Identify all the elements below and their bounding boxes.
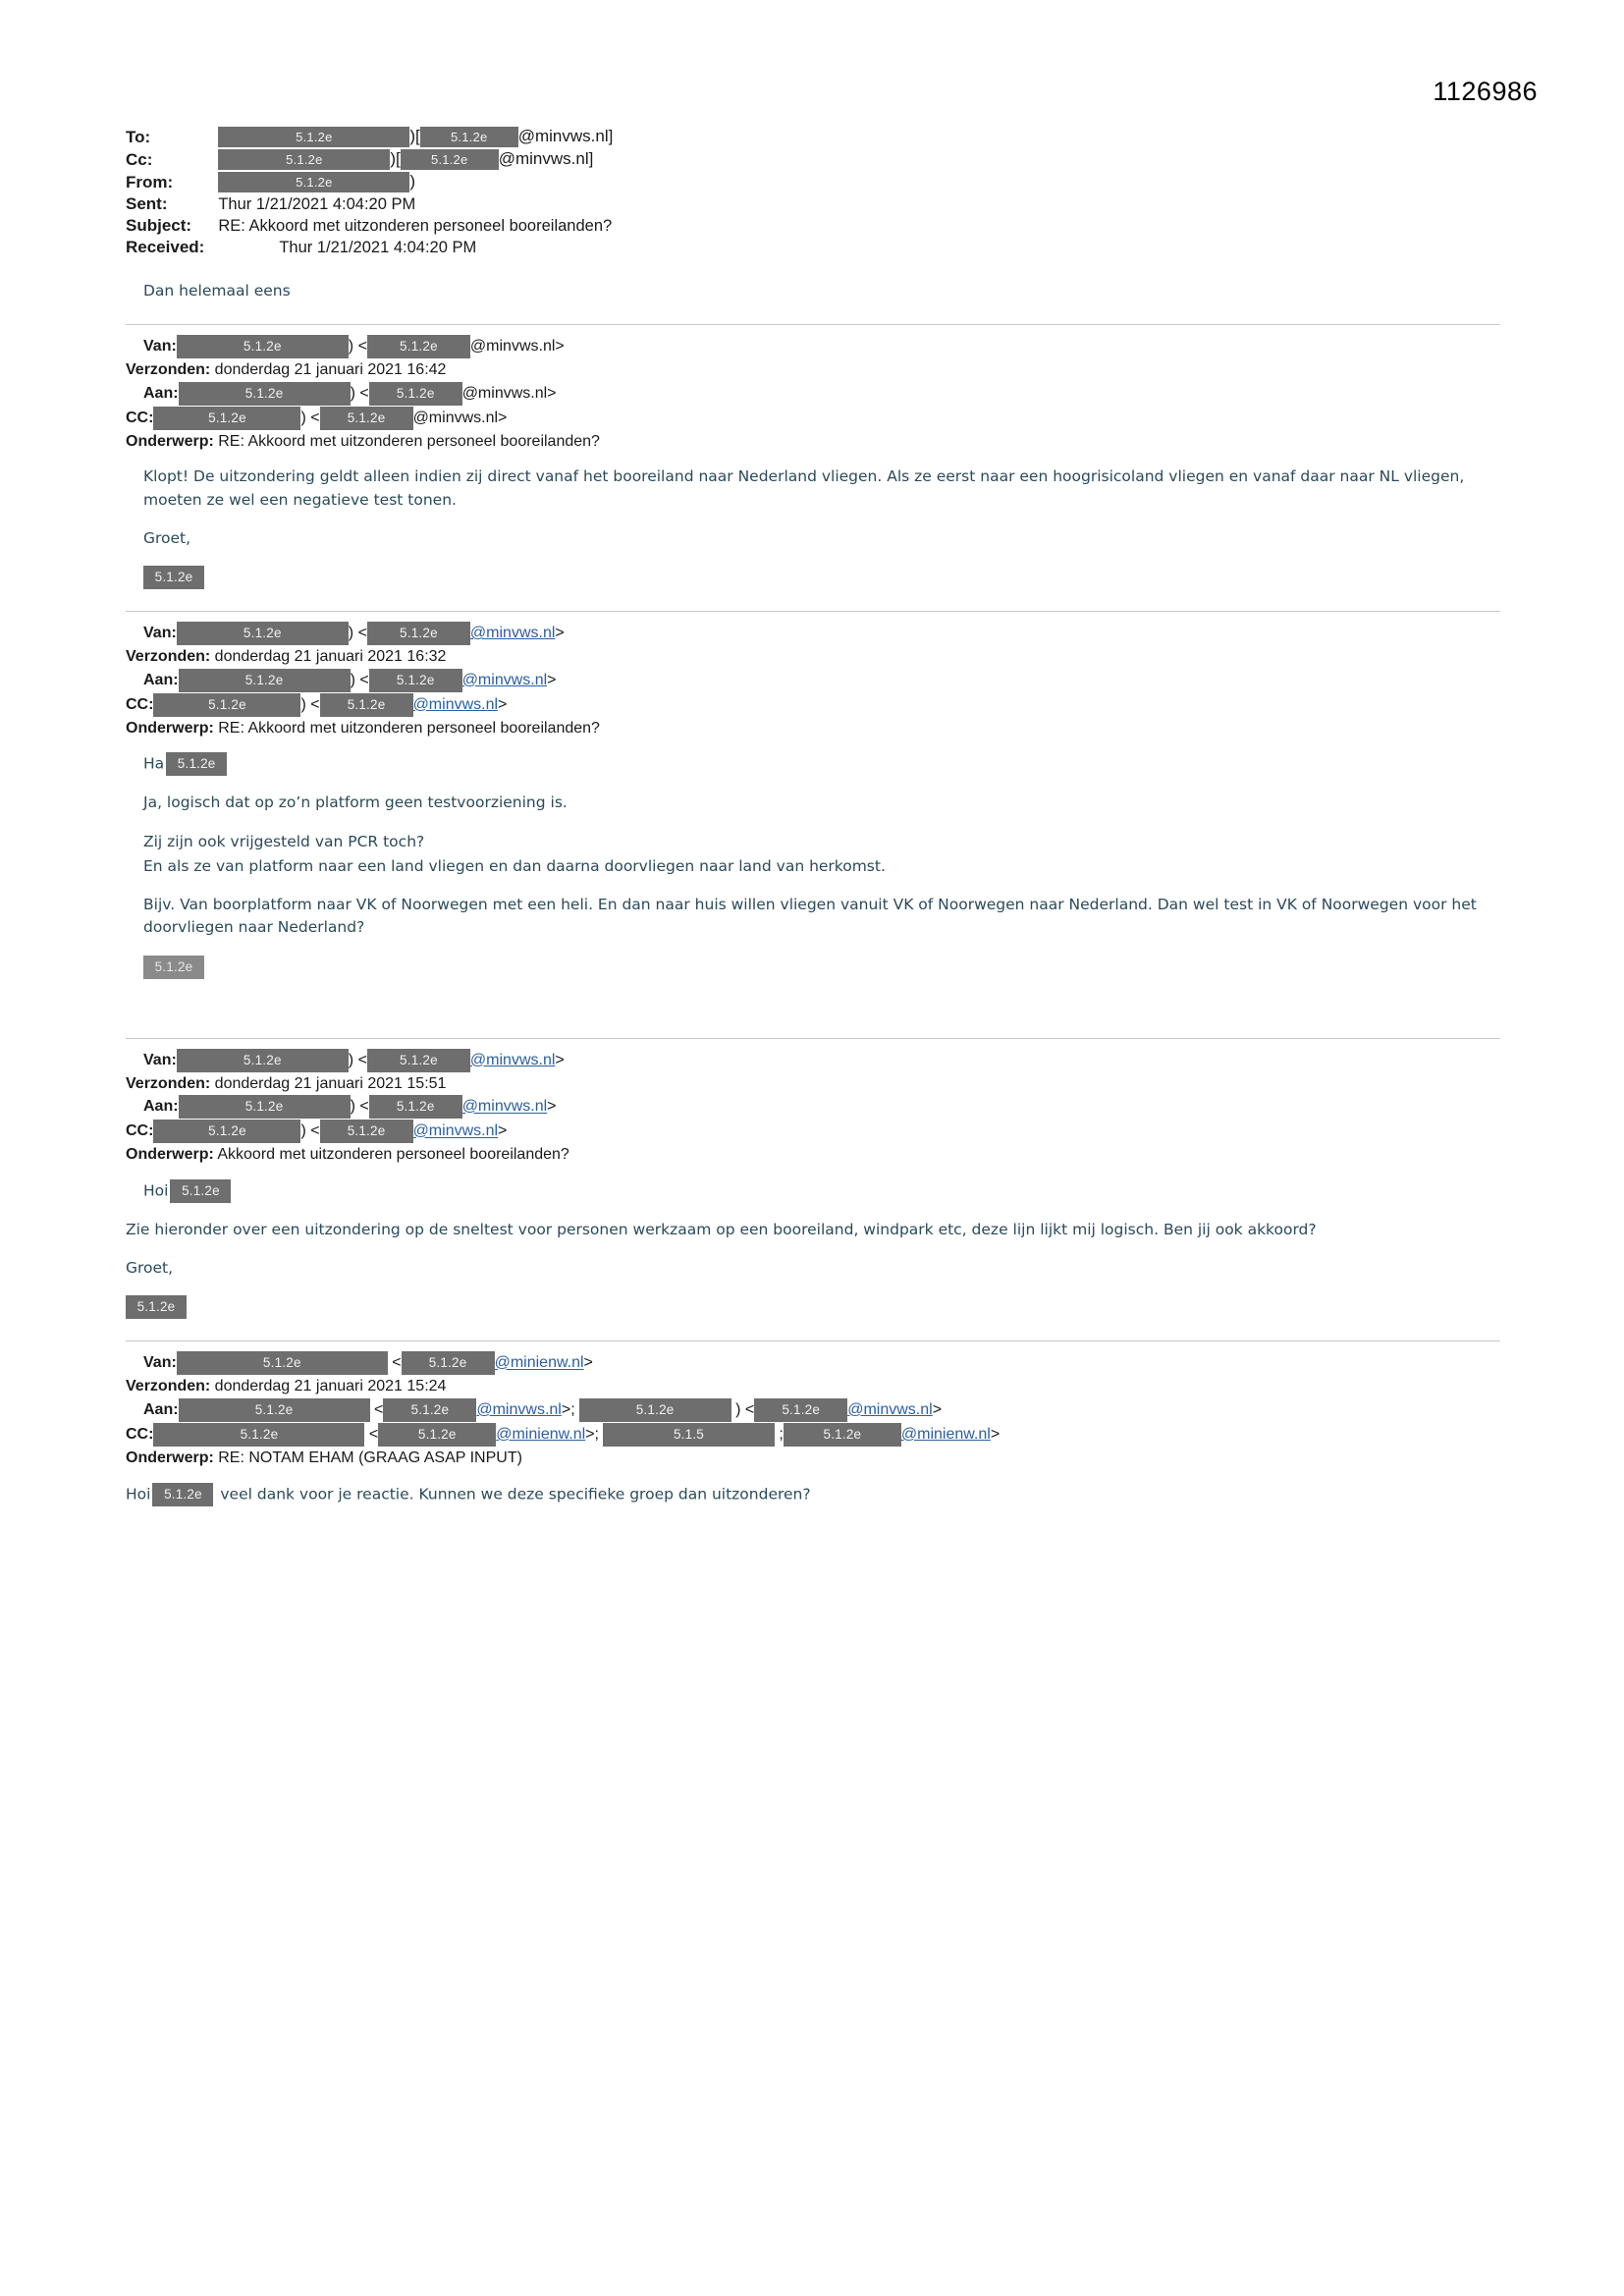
quoted-cc-sep: >; <box>585 1426 599 1444</box>
quoted-cc-domain[interactable]: @minvws.nl <box>412 696 499 714</box>
message-paragraph: Bijv. Van boorplatform naar VK of Noorwegen met een heli. En dan naar huis willen vliegen vanuit VK of Noorwegen naar Nederland. Dan wel test in VK of Noorwegen voor het doorvliegen naar Nederland? <box>143 896 1477 937</box>
message-divider <box>126 1038 1500 1039</box>
quoted-verzonden-row <box>126 1376 1500 1397</box>
redaction-bar: 5.1.2e <box>369 669 462 692</box>
redaction-bar: 5.1.2e <box>218 149 390 170</box>
redaction-bar: 5.1.2e <box>367 335 470 358</box>
quoted-cc-row <box>126 1423 1500 1447</box>
redaction-bar: 5.1.2e <box>177 1049 349 1072</box>
redaction-bar: 5.1.2e <box>369 1095 462 1119</box>
redaction-bar: 5.1.2e <box>166 752 227 776</box>
message-paragraph <box>126 1483 1500 1506</box>
quoted-van-domain[interactable]: @minvws.nl <box>469 625 556 642</box>
header-label-cc: Cc: <box>126 149 153 169</box>
quoted-label-aan: Aan: <box>143 385 179 403</box>
quoted-onderwerp-row <box>126 1448 1500 1469</box>
quoted-label-verzonden: Verzonden: <box>126 648 211 666</box>
message-body <box>126 1179 1500 1320</box>
quoted-cc-mid-2: ; <box>774 1426 784 1444</box>
quoted-aan-row <box>143 1398 1500 1422</box>
quoted-cc-row <box>126 407 1500 430</box>
quoted-cc-end: > <box>498 410 508 427</box>
redaction-bar-alt: 5.1.5 <box>603 1423 775 1447</box>
quoted-cc-end: > <box>498 1122 508 1140</box>
greeting-text: Hoi <box>143 1181 169 1200</box>
redaction-bar: 5.1.2e <box>153 1423 364 1447</box>
top-message-text: Dan helemaal eens <box>143 282 291 301</box>
redaction-bar: 5.1.2e <box>383 1398 476 1422</box>
redaction-bar: 5.1.2e <box>179 1398 370 1422</box>
signature-redaction-bar: 5.1.2e <box>143 956 204 979</box>
redaction-bar: 5.1.2e <box>402 1351 495 1375</box>
message-body <box>143 752 1500 978</box>
quoted-van-domain[interactable]: @minienw.nl <box>494 1354 584 1372</box>
message-paragraph: Groet, <box>126 1259 174 1278</box>
quoted-label-aan: Aan: <box>143 672 179 689</box>
quoted-aan-sep: >; <box>561 1401 575 1419</box>
quoted-aan-domain-2[interactable]: @minvws.nl <box>847 1401 933 1419</box>
header-label-to: To: <box>126 127 151 146</box>
quoted-onderwerp-row <box>126 431 1500 453</box>
redaction-bar: 5.1.2e <box>401 149 499 170</box>
quoted-cc-end: > <box>990 1426 1001 1444</box>
quoted-cc-mid: ) < <box>300 410 320 427</box>
greeting-text: Hoi <box>126 1485 151 1503</box>
message-paragraph: En als ze van platform naar een land vliegen en dan daarna doorvliegen naar land van herkomst. <box>143 856 886 875</box>
quoted-aan-row <box>143 669 1500 692</box>
redaction-bar: 5.1.2e <box>367 1049 470 1072</box>
quoted-label-verzonden: Verzonden: <box>126 1378 211 1395</box>
header-row-received <box>126 237 613 258</box>
quoted-aan-mid: ) < <box>350 385 369 403</box>
redaction-bar: 5.1.2e <box>177 1351 388 1375</box>
quoted-aan-end: > <box>547 672 557 689</box>
message-body <box>126 1483 1500 1506</box>
quoted-label-van: Van: <box>143 625 177 642</box>
quoted-van-mid: ) < <box>348 625 367 642</box>
quoted-verzonden-value: donderdag 21 januari 2021 15:24 <box>210 1378 447 1395</box>
quoted-label-van: Van: <box>143 1354 177 1372</box>
redaction-bar: 5.1.2e <box>177 335 349 358</box>
to-suffix-2: @minvws.nl] <box>517 127 614 145</box>
quoted-van-end: > <box>555 625 565 642</box>
quoted-label-van: Van: <box>143 1051 177 1068</box>
quoted-label-cc: CC: <box>126 410 154 427</box>
header-label-received: Received: <box>126 238 205 257</box>
message-paragraph: Ja, logisch dat op zo’n platform geen testvoorziening is. <box>143 793 568 812</box>
quoted-aan-row <box>143 382 1500 406</box>
quoted-label-aan: Aan: <box>143 1098 179 1116</box>
header-label-from: From: <box>126 172 174 191</box>
email-content <box>126 126 1500 1508</box>
header-label-subject: Subject: <box>126 216 192 236</box>
quoted-label-onderwerp: Onderwerp: <box>126 1449 214 1466</box>
quoted-message-header <box>126 1049 1500 1166</box>
redaction-bar: 5.1.2e <box>320 693 413 717</box>
quoted-onderwerp-value: RE: Akkoord met uitzonderen personeel booreilanden? <box>213 719 600 737</box>
quoted-label-verzonden: Verzonden: <box>126 361 211 379</box>
quoted-onderwerp-row <box>126 1144 1500 1166</box>
redaction-bar: 5.1.2e <box>784 1423 901 1447</box>
message-divider <box>126 324 1500 325</box>
quoted-aan-domain-1[interactable]: @minvws.nl <box>476 1401 562 1419</box>
quoted-label-van: Van: <box>143 338 177 355</box>
quoted-onderwerp-row <box>126 718 1500 739</box>
quoted-aan-mid: ) < <box>350 1098 369 1116</box>
quoted-aan-mid: ) < <box>350 672 369 689</box>
quoted-van-domain: @minvws.nl <box>469 338 556 355</box>
from-suffix: ) <box>409 172 415 191</box>
quoted-cc-domain: @minvws.nl <box>412 410 499 427</box>
signature-redaction-bar: 5.1.2e <box>143 566 204 589</box>
quoted-label-cc: CC: <box>126 1122 154 1140</box>
quoted-cc-row <box>126 1120 1500 1143</box>
message-body-tail: veel dank voor je reactie. Kunnen we deze specifieke groep dan uitzonderen? <box>215 1485 811 1503</box>
message-paragraph: Zie hieronder over een uitzondering op de sneltest voor personen werkzaam op een booreiland, windpark etc, deze lijn lijkt mij logisch. Ben jij ook akkoord? <box>126 1220 1317 1238</box>
header-row-cc <box>126 148 613 171</box>
document-id-number: 1126986 <box>1433 77 1538 106</box>
quoted-label-onderwerp: Onderwerp: <box>126 432 214 450</box>
message-body <box>143 465 1500 589</box>
message-paragraph: Groet, <box>143 528 191 547</box>
header-row-sent <box>126 193 613 215</box>
quoted-verzonden-value: donderdag 21 januari 2021 16:32 <box>210 648 447 666</box>
cc-suffix-1: )[ <box>390 149 401 169</box>
quoted-van-domain[interactable]: @minvws.nl <box>469 1051 556 1068</box>
redaction-bar: 5.1.2e <box>754 1398 847 1422</box>
quoted-cc-row <box>126 693 1500 717</box>
quoted-message-header <box>126 622 1500 738</box>
redaction-bar: 5.1.2e <box>369 382 462 406</box>
quoted-cc-mid: ) < <box>300 696 320 714</box>
quoted-label-onderwerp: Onderwerp: <box>126 1146 214 1164</box>
quoted-cc-domain[interactable]: @minvws.nl <box>412 1122 499 1140</box>
redaction-bar: 5.1.2e <box>179 669 351 692</box>
quoted-label-cc: CC: <box>126 1426 154 1444</box>
message-paragraph: Zij zijn ook vrijgesteld van PCR toch? <box>143 832 425 850</box>
greeting-text: Ha <box>143 754 165 773</box>
quoted-van-row <box>143 335 1500 358</box>
redaction-bar: 5.1.2e <box>420 127 518 147</box>
quoted-cc-domain-1[interactable]: @minienw.nl <box>496 1426 586 1444</box>
quoted-verzonden-value: donderdag 21 januari 2021 16:42 <box>210 361 447 379</box>
quoted-van-end: > <box>555 1051 565 1068</box>
redaction-bar: 5.1.2e <box>320 1120 413 1143</box>
quoted-van-end: > <box>555 338 565 355</box>
quoted-verzonden-row <box>126 646 1500 668</box>
header-value-cc <box>218 148 613 171</box>
quoted-verzonden-row <box>126 359 1500 381</box>
quoted-aan-mid-2: ) < <box>731 1401 755 1419</box>
redaction-bar: 5.1.2e <box>152 1483 213 1506</box>
quoted-aan-domain: @minvws.nl <box>461 385 548 403</box>
email-header <box>126 126 613 258</box>
redaction-bar: 5.1.2e <box>367 622 470 645</box>
message-paragraph: Klopt! De uitzondering geldt alleen indien zij direct vanaf het booreiland naar Nederland vliegen. Als ze eerst naar een hoogrisicoland vliegen en vanaf daar naar NL vliegen, moeten ze wel een negatieve test tonen. <box>143 467 1465 509</box>
quoted-label-aan: Aan: <box>143 1401 179 1419</box>
redaction-bar: 5.1.2e <box>170 1179 231 1203</box>
redaction-bar: 5.1.2e <box>153 1120 300 1143</box>
quoted-van-end: > <box>583 1354 593 1372</box>
redaction-bar: 5.1.2e <box>179 1095 351 1119</box>
header-row-subject <box>126 215 613 237</box>
quoted-aan-row <box>143 1095 1500 1119</box>
to-suffix-1: )[ <box>409 127 420 145</box>
cc-suffix-2: @minvws.nl] <box>498 149 594 169</box>
quoted-label-verzonden: Verzonden: <box>126 1074 211 1092</box>
redaction-bar: 5.1.2e <box>153 407 300 430</box>
quoted-aan-end: > <box>547 1098 557 1116</box>
quoted-van-row <box>143 1049 1500 1072</box>
quoted-cc-end: > <box>498 696 508 714</box>
message-divider <box>126 611 1500 612</box>
quoted-message-header <box>126 335 1500 452</box>
quoted-van-mid: < <box>387 1354 402 1372</box>
quoted-aan-domain[interactable]: @minvws.nl <box>461 1098 548 1116</box>
header-value-received: Thur 1/21/2021 4:04:20 PM <box>279 238 477 256</box>
quoted-van-mid: ) < <box>348 1051 367 1068</box>
quoted-message-header <box>126 1351 1500 1468</box>
redaction-bar: 5.1.2e <box>153 693 300 717</box>
quoted-cc-mid-1: < <box>364 1426 379 1444</box>
header-value-subject: RE: Akkoord met uitzonderen personeel booreilanden? <box>218 216 613 235</box>
quoted-cc-domain-2[interactable]: @minienw.nl <box>900 1426 991 1444</box>
redaction-bar: 5.1.2e <box>579 1398 731 1422</box>
quoted-onderwerp-value: RE: NOTAM EHAM (GRAAG ASAP INPUT) <box>213 1449 522 1466</box>
redaction-bar: 5.1.2e <box>218 127 409 147</box>
header-value-to <box>218 126 613 148</box>
message-greeting-line <box>143 752 1500 776</box>
signature-redaction-bar: 5.1.2e <box>126 1295 187 1319</box>
redaction-bar: 5.1.2e <box>218 172 409 192</box>
quoted-van-mid: ) < <box>348 338 367 355</box>
quoted-van-row <box>143 1351 1500 1375</box>
quoted-aan-end: > <box>932 1401 943 1419</box>
quoted-label-cc: CC: <box>126 696 154 714</box>
header-value-from <box>218 171 613 193</box>
message-greeting-line <box>143 1179 1500 1203</box>
header-row-from <box>126 171 613 193</box>
quoted-aan-end: > <box>547 385 557 403</box>
quoted-cc-mid: ) < <box>300 1122 320 1140</box>
redaction-bar: 5.1.2e <box>378 1423 496 1447</box>
quoted-aan-domain[interactable]: @minvws.nl <box>461 672 548 689</box>
quoted-label-onderwerp: Onderwerp: <box>126 719 214 737</box>
quoted-van-row <box>143 622 1500 645</box>
quoted-verzonden-row <box>126 1073 1500 1095</box>
quoted-aan-mid-1: < <box>369 1401 384 1419</box>
quoted-onderwerp-value: RE: Akkoord met uitzonderen personeel booreilanden? <box>213 432 600 450</box>
quoted-verzonden-value: donderdag 21 januari 2021 15:51 <box>210 1074 447 1092</box>
header-label-sent: Sent: <box>126 194 168 214</box>
redaction-bar: 5.1.2e <box>177 622 349 645</box>
redaction-bar: 5.1.2e <box>179 382 351 406</box>
header-value-sent: Thur 1/21/2021 4:04:20 PM <box>218 194 416 213</box>
quoted-onderwerp-value: Akkoord met uitzonderen personeel booreilanden? <box>213 1146 569 1164</box>
header-row-to <box>126 126 613 148</box>
message-divider <box>126 1340 1500 1341</box>
redaction-bar: 5.1.2e <box>320 407 413 430</box>
